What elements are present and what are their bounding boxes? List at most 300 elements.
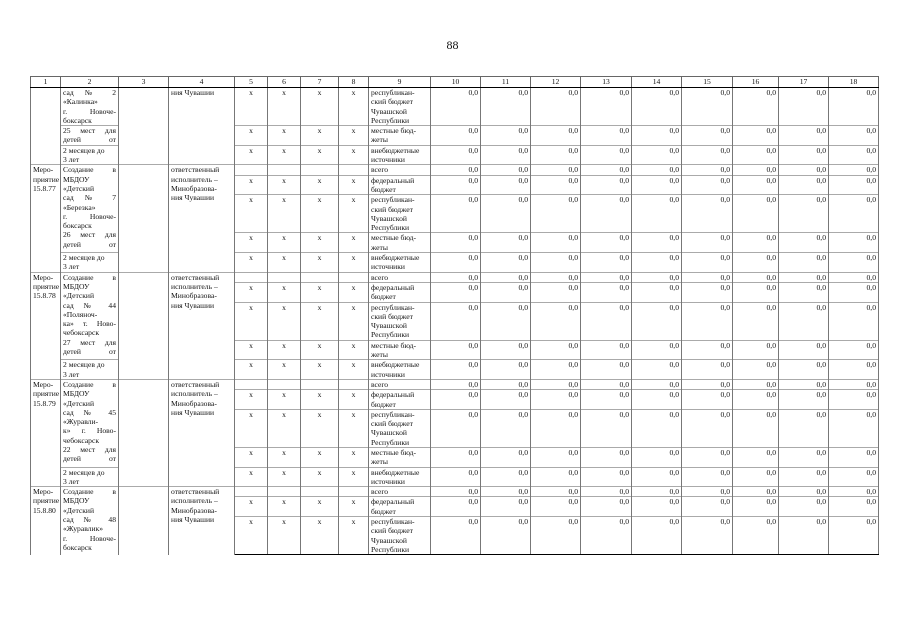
value-cell: 0,0 <box>581 467 632 487</box>
measure-id: Меро- приятие 15.8.77 <box>31 165 61 272</box>
value-cell: 0,0 <box>431 467 481 487</box>
value-cell: 0,0 <box>779 467 829 487</box>
x-cell: х <box>235 517 268 555</box>
value-cell: 0,0 <box>481 233 531 253</box>
value-cell: 0,0 <box>733 302 779 340</box>
column-header: 8 <box>339 77 369 88</box>
value-cell: 0,0 <box>779 145 829 165</box>
value-cell: 0,0 <box>531 517 581 555</box>
budget-source: всего <box>369 379 431 389</box>
value-cell: 0,0 <box>431 282 481 302</box>
measure-name: 2 месяцев до 3 лет <box>61 145 119 165</box>
x-cell: х <box>301 175 339 195</box>
value-cell: 0,0 <box>779 340 829 360</box>
value-cell: 0,0 <box>431 126 481 146</box>
value-cell: 0,0 <box>829 302 879 340</box>
value-cell: 0,0 <box>779 282 829 302</box>
budget-source: всего <box>369 165 431 175</box>
column-header: 5 <box>235 77 268 88</box>
table-row <box>31 272 879 282</box>
value-cell: 0,0 <box>431 233 481 253</box>
value-cell: 0,0 <box>531 467 581 487</box>
value-cell: 0,0 <box>829 467 879 487</box>
x-cell: х <box>339 175 369 195</box>
executor: ответственный исполнитель – Минобразова- ния Чувашии <box>169 165 235 272</box>
value-cell: 0,0 <box>779 487 829 497</box>
value-cell: 0,0 <box>481 272 531 282</box>
value-cell: 0,0 <box>632 175 682 195</box>
column-header: 14 <box>632 77 682 88</box>
value-cell: 0,0 <box>531 145 581 165</box>
value-cell: 0,0 <box>481 165 531 175</box>
value-cell: 0,0 <box>431 360 481 380</box>
budget-source: местные бюд- жеты <box>369 233 431 253</box>
value-cell: 0,0 <box>531 360 581 380</box>
x-cell: х <box>235 497 268 517</box>
value-cell: 0,0 <box>733 145 779 165</box>
value-cell: 0,0 <box>829 253 879 273</box>
executor: ответственный исполнитель – Минобразова- ния Чувашии <box>169 379 235 486</box>
x-cell: х <box>235 253 268 273</box>
value-cell: 0,0 <box>779 379 829 389</box>
measure-id: Меро- приятие 15.8.79 <box>31 379 61 486</box>
x-cell: х <box>339 302 369 340</box>
value-cell: 0,0 <box>779 88 829 126</box>
value-cell: 0,0 <box>733 340 779 360</box>
value-cell: 0,0 <box>581 409 632 447</box>
value-cell: 0,0 <box>481 145 531 165</box>
value-cell: 0,0 <box>581 145 632 165</box>
value-cell: 0,0 <box>531 253 581 273</box>
x-cell: х <box>235 195 268 233</box>
column-header: 18 <box>829 77 879 88</box>
value-cell: 0,0 <box>531 233 581 253</box>
value-cell: 0,0 <box>779 175 829 195</box>
measure-name: 25 мест для детей от <box>61 126 119 146</box>
measure-name: Создание в МБДОУ «Детский сад № 48 «Журавлик» г. Новоче- боксарск <box>61 487 119 555</box>
x-cell <box>235 379 268 389</box>
value-cell: 0,0 <box>829 447 879 467</box>
x-cell: х <box>301 447 339 467</box>
x-cell: х <box>339 145 369 165</box>
x-cell: х <box>301 282 339 302</box>
value-cell: 0,0 <box>682 165 733 175</box>
x-cell: х <box>301 145 339 165</box>
value-cell: 0,0 <box>682 233 733 253</box>
table-row <box>31 165 879 175</box>
x-cell: х <box>301 302 339 340</box>
value-cell: 0,0 <box>481 175 531 195</box>
value-cell: 0,0 <box>581 165 632 175</box>
budget-source: всего <box>369 487 431 497</box>
executor: ответственный исполнитель – Минобразова- ния Чувашии <box>169 487 235 555</box>
x-cell: х <box>268 517 301 555</box>
x-cell: х <box>301 233 339 253</box>
value-cell: 0,0 <box>682 379 733 389</box>
value-cell: 0,0 <box>531 379 581 389</box>
value-cell: 0,0 <box>481 302 531 340</box>
x-cell: х <box>235 126 268 146</box>
value-cell: 0,0 <box>682 390 733 410</box>
value-cell: 0,0 <box>733 360 779 380</box>
value-cell: 0,0 <box>581 272 632 282</box>
x-cell: х <box>268 390 301 410</box>
x-cell: х <box>268 467 301 487</box>
value-cell: 0,0 <box>531 165 581 175</box>
budget-source: местные бюд- жеты <box>369 447 431 467</box>
x-cell: х <box>268 409 301 447</box>
x-cell <box>268 379 301 389</box>
column-header: 17 <box>779 77 829 88</box>
value-cell: 0,0 <box>581 447 632 467</box>
x-cell: х <box>339 517 369 555</box>
value-cell: 0,0 <box>682 302 733 340</box>
value-cell: 0,0 <box>531 282 581 302</box>
value-cell: 0,0 <box>733 88 779 126</box>
value-cell: 0,0 <box>733 165 779 175</box>
value-cell: 0,0 <box>531 88 581 126</box>
x-cell: х <box>339 467 369 487</box>
value-cell: 0,0 <box>829 487 879 497</box>
value-cell: 0,0 <box>682 467 733 487</box>
value-cell: 0,0 <box>531 340 581 360</box>
value-cell: 0,0 <box>682 126 733 146</box>
value-cell: 0,0 <box>829 233 879 253</box>
x-cell: х <box>339 340 369 360</box>
value-cell: 0,0 <box>481 282 531 302</box>
value-cell: 0,0 <box>829 272 879 282</box>
value-cell: 0,0 <box>431 487 481 497</box>
value-cell: 0,0 <box>682 517 733 555</box>
x-cell: х <box>268 88 301 126</box>
value-cell: 0,0 <box>581 379 632 389</box>
x-cell: х <box>268 302 301 340</box>
x-cell: х <box>339 88 369 126</box>
x-cell: х <box>301 360 339 380</box>
value-cell: 0,0 <box>581 126 632 146</box>
value-cell: 0,0 <box>733 272 779 282</box>
value-cell: 0,0 <box>632 360 682 380</box>
value-cell: 0,0 <box>431 379 481 389</box>
value-cell: 0,0 <box>779 517 829 555</box>
budget-source: внебюджетные источники <box>369 253 431 273</box>
x-cell: х <box>268 253 301 273</box>
x-cell <box>301 379 339 389</box>
value-cell: 0,0 <box>829 409 879 447</box>
x-cell <box>339 487 369 497</box>
value-cell: 0,0 <box>682 253 733 273</box>
value-cell: 0,0 <box>829 175 879 195</box>
x-cell: х <box>268 175 301 195</box>
x-cell: х <box>301 340 339 360</box>
value-cell: 0,0 <box>682 487 733 497</box>
value-cell: 0,0 <box>829 145 879 165</box>
executor: ния Чувашии <box>169 88 235 165</box>
value-cell: 0,0 <box>581 390 632 410</box>
measure-name: Создание в МБДОУ «Детский сад № 45 «Журавли- к» г. Ново- чебоксарск 22 мест для детей от <box>61 379 119 467</box>
measure-name: 2 месяцев до 3 лет <box>61 360 119 380</box>
budget-source: республикан- ский бюджет Чувашской Республики <box>369 302 431 340</box>
value-cell: 0,0 <box>531 487 581 497</box>
value-cell: 0,0 <box>581 517 632 555</box>
x-cell: х <box>339 360 369 380</box>
value-cell: 0,0 <box>829 390 879 410</box>
value-cell: 0,0 <box>682 497 733 517</box>
table-row <box>31 88 879 126</box>
table-row <box>31 379 879 389</box>
value-cell: 0,0 <box>829 497 879 517</box>
budget-table <box>30 76 879 555</box>
x-cell <box>235 165 268 175</box>
value-cell: 0,0 <box>581 175 632 195</box>
value-cell: 0,0 <box>829 379 879 389</box>
x-cell <box>301 272 339 282</box>
column-header: 13 <box>581 77 632 88</box>
value-cell: 0,0 <box>779 253 829 273</box>
value-cell: 0,0 <box>531 175 581 195</box>
budget-source: федеральный бюджет <box>369 497 431 517</box>
value-cell: 0,0 <box>632 195 682 233</box>
value-cell: 0,0 <box>431 175 481 195</box>
x-cell: х <box>301 497 339 517</box>
value-cell: 0,0 <box>481 517 531 555</box>
measure-id-cell <box>31 88 61 165</box>
value-cell: 0,0 <box>733 282 779 302</box>
value-cell: 0,0 <box>632 233 682 253</box>
value-cell: 0,0 <box>481 390 531 410</box>
value-cell: 0,0 <box>431 272 481 282</box>
x-cell: х <box>235 302 268 340</box>
x-cell: х <box>268 282 301 302</box>
value-cell: 0,0 <box>481 447 531 467</box>
header-row <box>31 77 879 88</box>
value-cell: 0,0 <box>531 447 581 467</box>
x-cell: х <box>235 467 268 487</box>
value-cell: 0,0 <box>733 195 779 233</box>
value-cell: 0,0 <box>632 88 682 126</box>
x-cell: х <box>301 390 339 410</box>
value-cell: 0,0 <box>829 517 879 555</box>
value-cell: 0,0 <box>431 195 481 233</box>
value-cell: 0,0 <box>531 126 581 146</box>
column-header: 12 <box>531 77 581 88</box>
executor: ответственный исполнитель – Минобразова- ния Чувашии <box>169 272 235 379</box>
x-cell: х <box>339 390 369 410</box>
x-cell: х <box>301 195 339 233</box>
value-cell: 0,0 <box>829 340 879 360</box>
value-cell: 0,0 <box>531 497 581 517</box>
x-cell <box>268 272 301 282</box>
value-cell: 0,0 <box>481 126 531 146</box>
value-cell: 0,0 <box>481 253 531 273</box>
x-cell: х <box>339 233 369 253</box>
value-cell: 0,0 <box>733 447 779 467</box>
value-cell: 0,0 <box>531 302 581 340</box>
value-cell: 0,0 <box>481 409 531 447</box>
value-cell: 0,0 <box>632 487 682 497</box>
budget-source: республикан- ский бюджет Чувашской Республики <box>369 195 431 233</box>
x-cell: х <box>339 126 369 146</box>
value-cell: 0,0 <box>632 517 682 555</box>
x-cell: х <box>268 145 301 165</box>
value-cell: 0,0 <box>733 175 779 195</box>
budget-source: внебюджетные источники <box>369 467 431 487</box>
value-cell: 0,0 <box>531 409 581 447</box>
value-cell: 0,0 <box>431 145 481 165</box>
x-cell: х <box>268 126 301 146</box>
value-cell: 0,0 <box>581 497 632 517</box>
value-cell: 0,0 <box>531 195 581 233</box>
value-cell: 0,0 <box>632 253 682 273</box>
measure-name: Создание в МБДОУ «Детский сад № 44 «Поляноч- ка» т. Ново- чебоксарск 27 мест для детей от <box>61 272 119 360</box>
value-cell: 0,0 <box>431 340 481 360</box>
x-cell: х <box>301 409 339 447</box>
value-cell: 0,0 <box>632 165 682 175</box>
x-cell: х <box>301 467 339 487</box>
value-cell: 0,0 <box>829 126 879 146</box>
empty-cell <box>119 272 169 379</box>
value-cell: 0,0 <box>632 447 682 467</box>
x-cell: х <box>339 447 369 467</box>
value-cell: 0,0 <box>733 467 779 487</box>
x-cell: х <box>235 390 268 410</box>
value-cell: 0,0 <box>632 409 682 447</box>
value-cell: 0,0 <box>632 272 682 282</box>
x-cell <box>268 487 301 497</box>
value-cell: 0,0 <box>431 88 481 126</box>
x-cell: х <box>235 145 268 165</box>
x-cell <box>339 272 369 282</box>
x-cell: х <box>301 126 339 146</box>
value-cell: 0,0 <box>531 390 581 410</box>
x-cell: х <box>235 447 268 467</box>
value-cell: 0,0 <box>431 390 481 410</box>
x-cell: х <box>268 233 301 253</box>
budget-source: местные бюд- жеты <box>369 340 431 360</box>
measure-id: Меро- приятие 15.8.80 <box>31 487 61 555</box>
value-cell: 0,0 <box>481 340 531 360</box>
value-cell: 0,0 <box>632 340 682 360</box>
value-cell: 0,0 <box>779 126 829 146</box>
value-cell: 0,0 <box>481 360 531 380</box>
value-cell: 0,0 <box>733 379 779 389</box>
value-cell: 0,0 <box>682 282 733 302</box>
value-cell: 0,0 <box>581 302 632 340</box>
x-cell: х <box>339 195 369 233</box>
value-cell: 0,0 <box>733 517 779 555</box>
measure-name: сад № 2 «Калинка» г. Новоче- боксарск <box>61 88 119 126</box>
value-cell: 0,0 <box>682 195 733 233</box>
measure-id: Меро- приятие 15.8.78 <box>31 272 61 379</box>
value-cell: 0,0 <box>581 88 632 126</box>
page-number: 88 <box>446 38 459 52</box>
measure-name: 2 месяцев до 3 лет <box>61 467 119 487</box>
x-cell: х <box>235 233 268 253</box>
column-header: 11 <box>481 77 531 88</box>
measure-name: Создание в МБДОУ «Детский сад № 7 «Березка» г. Новоче- боксарск 26 мест для детей от <box>61 165 119 253</box>
value-cell: 0,0 <box>779 165 829 175</box>
column-header: 6 <box>268 77 301 88</box>
value-cell: 0,0 <box>779 360 829 380</box>
value-cell: 0,0 <box>779 233 829 253</box>
value-cell: 0,0 <box>779 390 829 410</box>
value-cell: 0,0 <box>531 272 581 282</box>
value-cell: 0,0 <box>682 409 733 447</box>
column-header: 1 <box>31 77 61 88</box>
x-cell: х <box>301 517 339 555</box>
value-cell: 0,0 <box>829 282 879 302</box>
value-cell: 0,0 <box>632 379 682 389</box>
value-cell: 0,0 <box>581 487 632 497</box>
x-cell <box>268 165 301 175</box>
value-cell: 0,0 <box>481 88 531 126</box>
value-cell: 0,0 <box>733 409 779 447</box>
x-cell: х <box>268 340 301 360</box>
value-cell: 0,0 <box>682 340 733 360</box>
value-cell: 0,0 <box>829 88 879 126</box>
x-cell <box>235 272 268 282</box>
value-cell: 0,0 <box>632 145 682 165</box>
value-cell: 0,0 <box>481 195 531 233</box>
x-cell: х <box>235 360 268 380</box>
column-header: 15 <box>682 77 733 88</box>
table-row <box>31 487 879 497</box>
empty-cell <box>119 165 169 272</box>
value-cell: 0,0 <box>632 390 682 410</box>
value-cell: 0,0 <box>431 302 481 340</box>
x-cell: х <box>268 360 301 380</box>
value-cell: 0,0 <box>581 282 632 302</box>
measure-name: 2 месяцев до 3 лет <box>61 253 119 273</box>
value-cell: 0,0 <box>431 497 481 517</box>
x-cell: х <box>339 409 369 447</box>
value-cell: 0,0 <box>481 467 531 487</box>
value-cell: 0,0 <box>733 390 779 410</box>
budget-source: республикан- ский бюджет Чувашской Республики <box>369 409 431 447</box>
column-header: 4 <box>169 77 235 88</box>
x-cell: х <box>235 175 268 195</box>
column-header: 16 <box>733 77 779 88</box>
column-header: 10 <box>431 77 481 88</box>
x-cell <box>301 487 339 497</box>
value-cell: 0,0 <box>779 272 829 282</box>
x-cell <box>235 487 268 497</box>
value-cell: 0,0 <box>581 360 632 380</box>
value-cell: 0,0 <box>733 233 779 253</box>
value-cell: 0,0 <box>682 88 733 126</box>
x-cell: х <box>301 253 339 273</box>
value-cell: 0,0 <box>581 195 632 233</box>
budget-source: федеральный бюджет <box>369 282 431 302</box>
value-cell: 0,0 <box>481 497 531 517</box>
budget-source: федеральный бюджет <box>369 175 431 195</box>
value-cell: 0,0 <box>682 447 733 467</box>
value-cell: 0,0 <box>779 447 829 467</box>
value-cell: 0,0 <box>733 487 779 497</box>
value-cell: 0,0 <box>431 253 481 273</box>
value-cell: 0,0 <box>682 272 733 282</box>
value-cell: 0,0 <box>829 165 879 175</box>
value-cell: 0,0 <box>632 467 682 487</box>
value-cell: 0,0 <box>431 517 481 555</box>
budget-source: внебюджетные источники <box>369 360 431 380</box>
budget-source: федеральный бюджет <box>369 390 431 410</box>
column-header: 9 <box>369 77 431 88</box>
budget-source: республикан- ский бюджет Чувашской Республики <box>369 88 431 126</box>
x-cell: х <box>268 195 301 233</box>
value-cell: 0,0 <box>779 497 829 517</box>
value-cell: 0,0 <box>632 126 682 146</box>
